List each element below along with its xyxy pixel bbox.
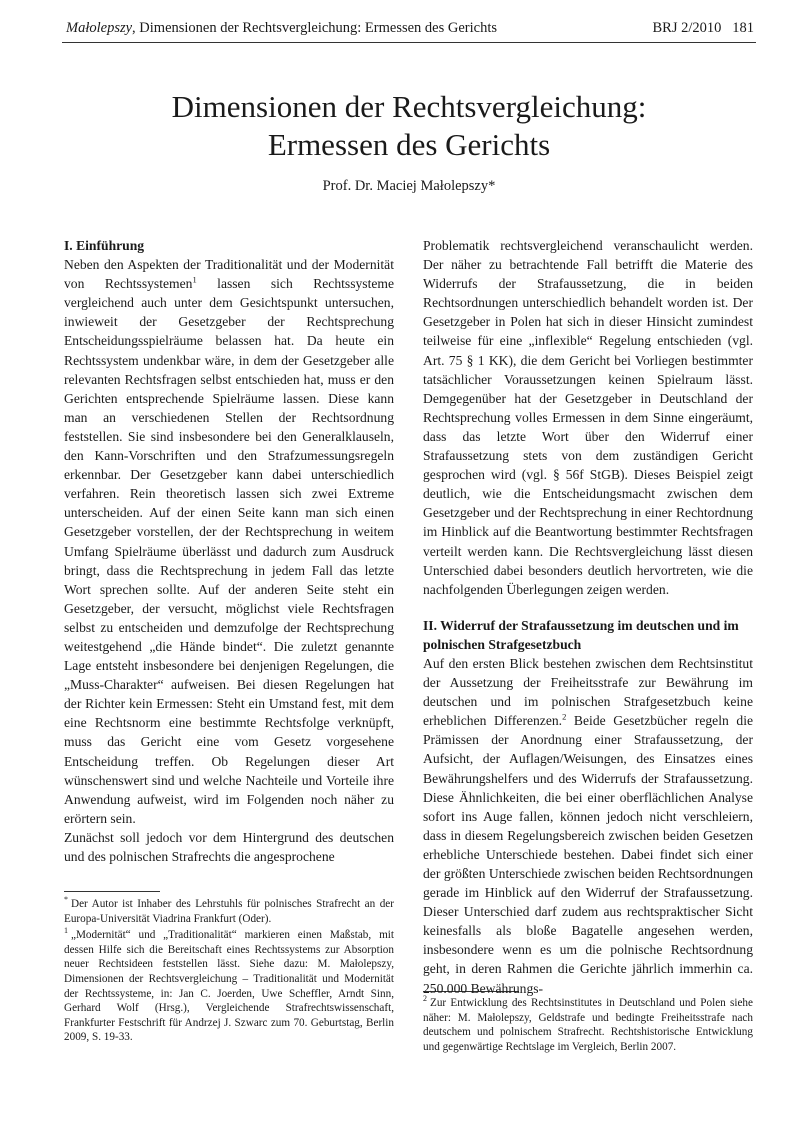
section-2-paragraph-1-text-a: Auf den ersten Blick bestehen zwischen dem Rechtsinstitut der Aussetzung der Freiheitsstrafe zur Bewährung im deutschen und im polnischen Strafgesetzbuch keine erheblichen Differenzen. [423,655,753,729]
article-title-line-1: Dimensionen der Rechtsvergleichung: [171,89,647,124]
section-1-paragraph-1 [64,255,394,828]
right-column-flow [423,236,753,998]
section-1-paragraph-1-text-b: lassen sich Rechtssysteme vergleichend auch unter dem Gesichtspunkt untersuchen, inwieweit der Gesetzgeber der Rechtsprechung Entscheidungsspielräume belassen hat. Da heute ein Rechtssystem undenkbar wäre, in dem der Gesetzgeber alle relevanten Rechtsfragen selbst entschieden hat, muss er den Gerichten entsprechende Spielräume lassen. Diese kann man an verschiedenen Stellen der Rechtsordnung feststellen. Sie sind insbesondere bei den Generalklauseln, den Kann-Vorschriften und den Strafzumessungsregeln erkennbar. Der Gesetzgeber kann dabei unterschiedlich verfahren. Rein theoretisch lassen sich zwei Extreme unterscheiden. Auf der einen Seite kann man sich einen Gesetzgeber vorstellen, der der Rechtsprechung in weitem Umfang Spielräume überlässt und dadurch zum Ausdruck bringt, dass die Rechtsprechung in jedem Fall das letzte Wort sprechen sollte. Auf der anderen Seite steht ein Gesetzgeber, der versucht, möglichst viele Rechtsfragen selbst zu entscheiden und demzufolge der Rechtsprechung weitestgehend „die Hände bindet“. Die zuletzt genannte Lage entsteht insbesondere bei denjenigen Regelungen, die „Muss-Charakter“ aufweisen. Bei diesen Regelungen hat der Richter kein Ermessen: Steht ein Umstand fest, mit dem eine Rechtsnorm eine bestimmte Rechtsfolge verknüpft, muss das Gericht eine vom Gesetz vorgesehene Entscheidung treffen. Ob Regelungen dieser Art wünschenswert sind und welche Nachteile und Vorteile ihre Anwendung aufweist, wird im Folgenden noch näher zu erörtern sein. [64,276,394,826]
running-head-author: Małolepszy [66,20,133,36]
footnote-2-mark: 2 [423,994,427,1004]
footnote-2-text: Zur Entwicklung des Rechtsinstitutes in Deutschland und Polen siehe näher: M. Małolepszy, Geldstrafe und bedingte Freiheitsstrafe nach deutschem und polnischem Strafrecht. Rechtshistorische Entwicklung und gegenwärtige Rechtslage im Vergleich, Berlin 2007. [423,997,753,1053]
running-head-title [66,18,497,38]
article-title-line-2: Ermessen des Gerichts [267,127,551,162]
footnote-ref-2[interactable]: 2 [562,711,567,722]
footnote-star-mark: * [64,895,68,905]
running-head-journal [652,18,754,38]
footnote-2 [423,996,753,1054]
header-rule [62,42,756,43]
section-2-paragraph-1-text-b: Beide Gesetzbücher regeln die Prämissen der Anordnung einer Strafaussetzung, der Aufsicht, der Auflagen/Weisungen, des Einsatzes eines Bewährungshelfers und des Widerrufs der Strafaussetzung. Diese Ähnlichkeiten, die bei einer oberflächlichen Analyse sofort ins Auge fallen, können jedoch nicht verschleiern, dass in diesem Regelungsbereich zwischen beiden Gesetzen erhebliche Unterschiede bestehen. Dabei findet sich einer der größten Unterschiede zwischen beiden Rechtsordnungen gerade im Hinblick auf den Widerruf der Strafaussetzung. Dieser Unterschied darf zudem aus rechtspraktischer Sicht keinesfalls als bloße Bagatelle angesehen werden, insbesondere wenn es um die polnische Rechtsordnung geht, in deren Rahmen die Gerichte jährlich immerhin ca. 250.000 Bewährungs- [423,713,754,996]
article-title [62,88,756,164]
section-1-paragraph-2: Zunächst soll jedoch vor dem Hintergrund des deutschen und des polnischen Strafrechts die angesprochene [64,829,394,864]
section-1-heading: I. Einführung [64,238,145,253]
footnotes-left [64,897,394,1047]
section-2-heading: II. Widerruf der Strafaussetzung im deutschen und im polnischen Strafgesetzbuch [423,617,739,652]
footnote-rule-left [64,891,160,892]
section-2-paragraph-1 [423,654,753,998]
running-head-article-title: , Dimensionen der Rechtsvergleichung: Ermessen des Gerichts [132,20,498,36]
footnote-1-mark: 1 [64,926,68,936]
footnote-star [64,897,394,926]
page-number: 181 [732,20,754,36]
footnotes-right [423,996,753,1056]
section-1-paragraph-2-continued: Problematik rechtsvergleichend veranschaulicht werden. Der näher zu betrachtende Fall betrifft die Materie des Widerrufs der Strafaussetzung, die in beiden Rechtsordnungen unterschiedlich behandelt worden ist. Der Gesetzgeber in Polen hat sich in dieser Hinsicht zumindest teilweise für eine „inflexible“ Regelung entschieden (vgl. Art. 75 § 1 KK), die dem Gericht bei Vorliegen bestimmter tatsächlicher Voraussetzungen keinen Spielraum lässt. Demgegenüber hat der Gesetzgeber in Deutschland der Rechtsprechung volles Ermessen in dem Sinne eingeräumt, dass das letzte Wort über den Widerruf einer Strafaussetzung stets von dem zuständigen Gericht gesprochen wird (vgl. § 56f StGB). Dieses Beispiel zeigt deutlich, wie die Entscheidungsmacht zwischen dem Gesetzgeber und der Rechtsprechung in einer Rechtordnung im Hinblick auf die Beantwortung bestimmter Rechtsfragen verteilt werden kann. Die Rechtsvergleichung lässt diesen Unterschied dabei besonders deutlich hervortreten, wie die nachfolgenden Überlegungen zeigen werden. [423,238,753,597]
footnote-ref-1[interactable]: 1 [192,274,197,285]
footnote-star-text: Der Autor ist Inhaber des Lehrstuhls für polnisches Strafrecht an der Europa-Universität Viadrina Frankfurt (Oder). [64,898,394,925]
article-author: Prof. Dr. Maciej Małolepszy* [322,178,496,194]
left-column [64,236,394,866]
section-1-paragraph-1-text-a: Neben den Aspekten der Traditionalität und der Modernität von Rechtssystemen [64,257,394,292]
footnote-1 [64,928,394,1045]
journal-issue: BRJ 2/2010 [652,20,722,36]
footnote-1-text: „Modernität“ und „Traditionalität“ markieren einen Maßstab, mit dessen Hilfe sich die Bereitschaft eines Rechtssystems zur Absorption neuer Rechtsideen feststellen lässt. Siehe dazu: M. Małolepszy, Dimensionen der Rechtsvergleichung – Traditionalität und Modernität der Rechtssysteme, in: Jan C. Joerden, Uwe Scheffler, Arndt Sinn, Gerhard Wolf (Hrsg.), Vergleichende Strafrechtswissenschaft, Frankfurter Festschrift für Andrzej J. Szwarc zum 70. Geburtstag, Berlin 2009, S. 19-33. [64,929,394,1044]
